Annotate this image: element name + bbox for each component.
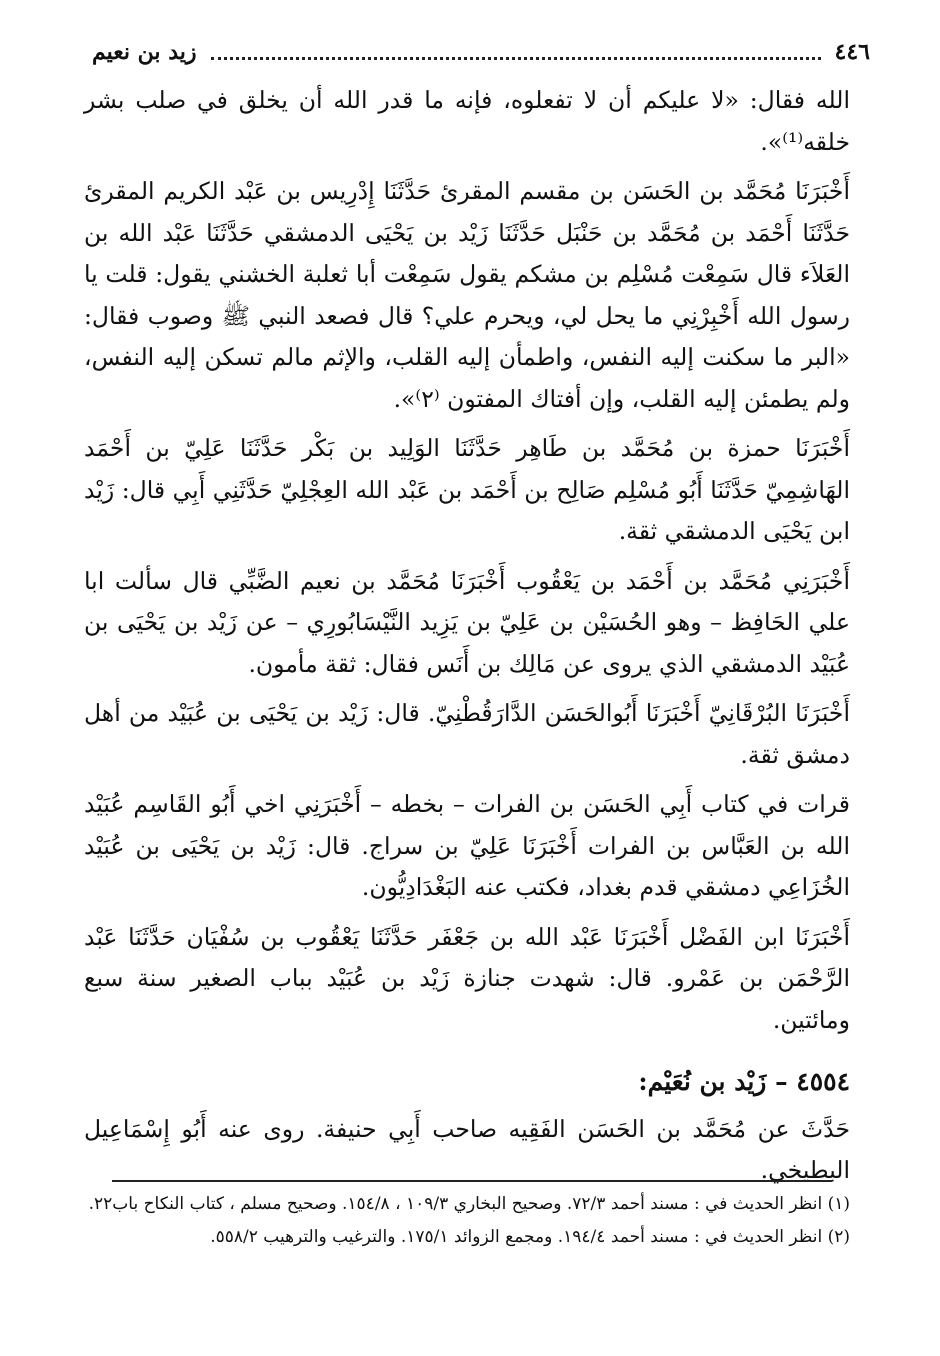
footnotes <box>84 1190 850 1256</box>
paragraph: الله فقال: «لا عليكم أن لا تفعلوه، فإنه ما قدر الله أن يخلق في صلب بشر خلقه⁽¹⁾». <box>84 86 850 156</box>
header-dot-leader <box>211 57 821 60</box>
entry-text: حَدَّثَ عن مُحَمَّد بن الحَسَن الفَقِيه صاحب أَبِي حنيفة. روى عنه أَبُو إِسْمَاعِيل البطيخي. <box>84 1114 850 1184</box>
entry-title: ٤٥٥٤ – زَيْد بن نُعَيْم: <box>638 1067 850 1096</box>
paragraph: أَخْبَرَنَا مُحَمَّد بن الحَسَن بن مقسم المقرئ حَدَّثَنَا إِدْرِيس بن عَبْد الكريم المقرئ حَدَّثَنَا أَحْمَد بن مُحَمَّد بن حَنْبَل حَدَّثَنَا زَيْد بن يَحْيَى الدمشقي حَدَّثَنَا عَبْد الله بن العَلاَء قال سَمِعْت مُسْلِم بن مشكم يقول سَمِعْت أبا ثعلبة الخشني يقول: قلت يا رسول الله أَخْبِرْنِي ما يحل لي، ويحرم علي؟ قال فصعد النبي ﷺ وصوب فقال: «البر ما سكنت إليه النفس، واطمأن إليه القلب، والإثم مالم تسكن إليه النفس، ولم يطمئن إليه القلب، وإن أفتاك المفتون ⁽٢⁾». <box>84 177 850 413</box>
footnote-divider <box>112 1180 832 1182</box>
running-title: زيد بن نعيم <box>92 39 197 65</box>
main-text <box>84 80 850 1200</box>
footnote: (١) انظر الحديث في : مسند أحمد ٧٢/٣. وصحيح البخاري ١٠٩/٣ ، ١٥٤/٨. وصحيح مسلم ، كتاب النكاح باب٢٢. <box>88 1194 850 1214</box>
paragraph: أَخْبَرَنَا ابن الفَضْل أَخْبَرَنَا عَبْد الله بن جَعْفَر حَدَّثَنَا يَعْقُوب بن سُفْيَان حَدَّثَنَا عَبْد الرَّحْمَن بن عَمْرو. قال: شهدت جنازة زَيْد بن عُبَيْد بباب الصغير سنة سبع ومائتين. <box>84 922 850 1034</box>
paragraph: أَخْبَرَنَا حمزة بن مُحَمَّد بن طَاهِر حَدَّثَنَا الوَلِيد بن بَكْر حَدَّثَنَا عَلِيّ بن أَحْمَد الهَاشِمِيّ حَدَّثَنَا أَبُو مُسْلِم صَالِح بن أَحْمَد بن عَبْد الله العِجْلِيّ حَدَّثَنِي أَبِي قال: زَيْد ابن يَحْيَى الدمشقي ثقة. <box>84 434 850 545</box>
footnote: (٢) انظر الحديث في : مسند أحمد ١٩٤/٤. ومجمع الزوائد ١٧٥/١. والترغيب والترهيب ٥٥٨/٢. <box>210 1227 850 1247</box>
paragraph: أَخْبَرَنِي مُحَمَّد بن أَحْمَد بن يَعْقُوب أَخْبَرَنَا مُحَمَّد بن نعيم الضَّبِّي قال سألت ابا علي الحَافِظ – وهو الحُسَيْن بن عَلِيّ بن يَزِيد النَّيْسَابُورِي – عن زَيْد بن يَحْيَى بن عُبَيْد الدمشقي الذي يروى عن مَالِك بن أَنَس فقال: ثقة مأمون. <box>84 566 850 678</box>
page-header <box>92 30 870 74</box>
paragraph: قرات في كتاب أَبِي الحَسَن بن الفرات – بخطه – أَخْبَرَنِي اخي أَبُو القَاسِم عُبَيْد الله بن العَبَّاس بن الفرات أَخْبَرَنَا عَلِيّ بن سراج. قال: زَيْد بن يَحْيَى بن عُبَيْد الخُزَاعِي دمشقي قدم بغداد، فكتب عنه البَغْدَادِيُّون. <box>84 790 850 901</box>
paragraph: أَخْبَرَنَا البُرْقَانِيّ أَخْبَرَنَا أَبُوالحَسَن الدَّارَقُطْنِيّ. قال: زَيْد بن يَحْيَى بن عُبَيْد من أهل دمشق ثقة. <box>84 699 850 769</box>
page-number: ٤٤٦ <box>834 39 870 65</box>
